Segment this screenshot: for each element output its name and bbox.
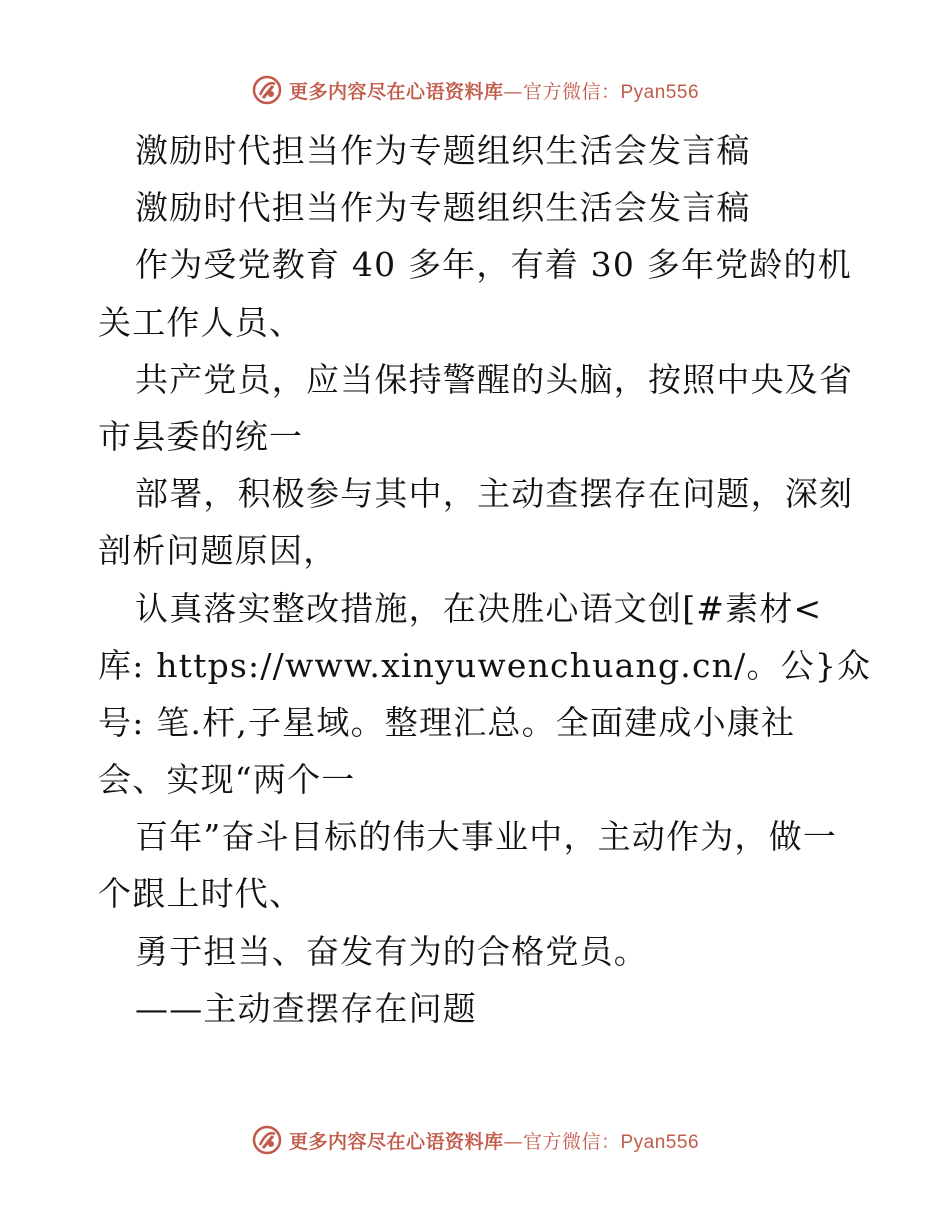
- paragraph-line: 市县委的统一: [98, 416, 304, 456]
- wechat-id: Pyan556: [620, 1131, 700, 1153]
- brand-logo-icon: [251, 1124, 283, 1156]
- wechat-id: Pyan556: [620, 81, 700, 103]
- wechat-label: 官方微信：: [522, 1130, 621, 1153]
- paragraph-line: 关工作人员、: [98, 302, 304, 342]
- paragraph-line: 认真落实整改措施，在决胜心语文创[#素材<: [135, 588, 823, 628]
- header-watermark: [0, 72, 950, 108]
- paragraph-line: 部署，积极参与其中，主动查摆存在问题，深刻: [135, 474, 854, 514]
- banner-separator: —: [503, 80, 523, 103]
- paragraph-line: 个跟上时代、: [98, 874, 304, 914]
- paragraph-line: 勇于担当、奋发有为的合格党员。: [135, 931, 648, 971]
- brand-text: 更多内容尽在心语资料库: [288, 1130, 504, 1153]
- paragraph-line: 剖析问题原因，: [98, 531, 338, 571]
- wechat-label: 官方微信：: [522, 80, 621, 103]
- paragraph-line: 库: https://www.xinyuwenchuang.cn/。公}众: [98, 645, 872, 685]
- footer-watermark: [0, 1122, 950, 1158]
- paragraph-line: 作为受党教育 40 多年，有着 30 多年党龄的机: [135, 245, 852, 285]
- brand-logo-icon: [251, 74, 283, 106]
- section-heading: ——主动查摆存在问题: [135, 988, 477, 1028]
- brand-text: 更多内容尽在心语资料库: [288, 80, 504, 103]
- paragraph-line: 会、实现“两个一: [98, 760, 356, 800]
- doc-title: 激励时代担当作为专题组织生活会发言稿: [135, 131, 751, 170]
- paragraph-line: 共产党员，应当保持警醒的头脑，按照中央及省: [135, 359, 854, 399]
- paragraph-line: 百年”奋斗目标的伟大事业中，主动作为，做一: [135, 817, 838, 857]
- banner-separator: —: [503, 1130, 523, 1153]
- paragraph-line: 号: 笔.杆,子星域。整理汇总。全面建成小康社: [98, 702, 796, 742]
- document-body: [98, 122, 872, 1037]
- doc-subtitle: 激励时代担当作为专题组织生活会发言稿: [135, 188, 751, 228]
